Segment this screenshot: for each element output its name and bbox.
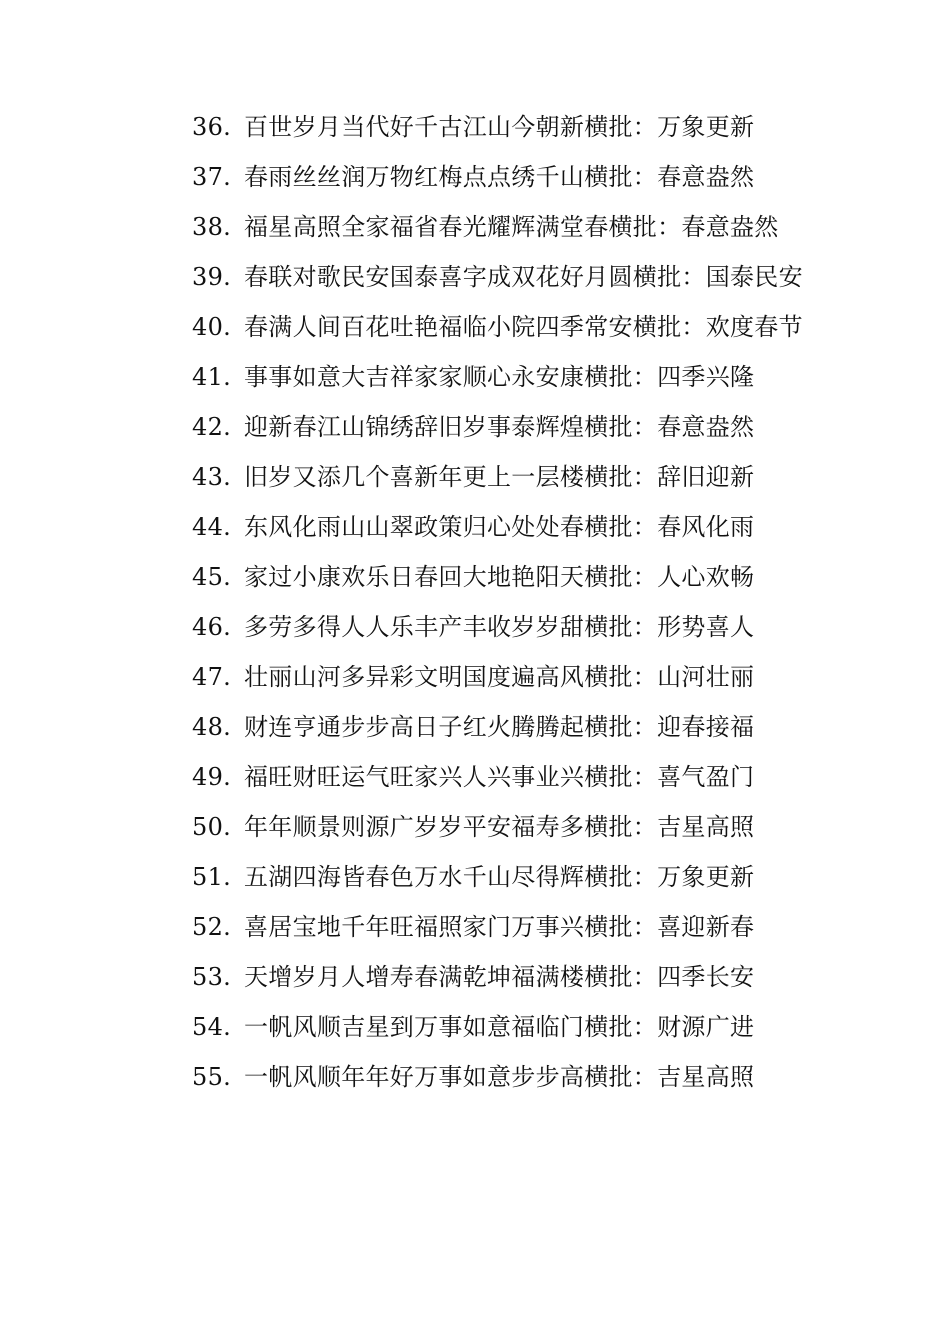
list-item [142, 902, 808, 952]
item-number: 37. [192, 163, 232, 191]
list-item [142, 252, 808, 302]
list-item [142, 352, 808, 402]
item-text: 五湖四海皆春色万水千山尽得辉横批：万象更新 [244, 863, 755, 891]
item-text: 福星高照全家福省春光耀辉满堂春横批：春意盎然 [244, 213, 779, 241]
list-item [142, 952, 808, 1002]
item-text: 迎新春江山锦绣辞旧岁事泰辉煌横批：春意盎然 [244, 413, 755, 441]
item-number: 40. [192, 313, 232, 341]
item-number: 53. [192, 963, 232, 991]
item-text: 事事如意大吉祥家家顺心永安康横批：四季兴隆 [244, 363, 755, 391]
list-item [142, 802, 808, 852]
item-number: 52. [192, 913, 232, 941]
list-item [142, 552, 808, 602]
item-number: 54. [192, 1013, 232, 1041]
item-text: 一帆风顺年年好万事如意步步高横批：吉星高照 [244, 1063, 755, 1091]
item-text: 家过小康欢乐日春回大地艳阳天横批：人心欢畅 [244, 563, 755, 591]
item-text: 春联对歌民安国泰喜字成双花好月圆横批：国泰民安 [244, 263, 803, 291]
item-text: 财连亨通步步高日子红火腾腾起横批：迎春接福 [244, 713, 755, 741]
list-item [142, 752, 808, 802]
item-number: 55. [192, 1063, 232, 1091]
item-number: 46. [192, 613, 232, 641]
list-item [142, 852, 808, 902]
item-text: 春满人间百花吐艳福临小院四季常安横批：欢度春节 [244, 313, 803, 341]
item-number: 39. [192, 263, 232, 291]
item-number: 50. [192, 813, 232, 841]
item-text: 春雨丝丝润万物红梅点点绣千山横批：春意盎然 [244, 163, 755, 191]
item-text: 福旺财旺运气旺家兴人兴事业兴横批：喜气盈门 [244, 763, 755, 791]
list-item [142, 602, 808, 652]
list-item [142, 152, 808, 202]
list-item [142, 102, 808, 152]
item-text: 多劳多得人人乐丰产丰收岁岁甜横批：形势喜人 [244, 613, 755, 641]
list-item [142, 1002, 808, 1052]
list-item [142, 302, 808, 352]
item-text: 东风化雨山山翠政策归心处处春横批：春风化雨 [244, 513, 755, 541]
item-number: 49. [192, 763, 232, 791]
item-text: 天增岁月人增寿春满乾坤福满楼横批：四季长安 [244, 963, 755, 991]
list-item [142, 702, 808, 752]
couplet-list [142, 102, 808, 1102]
item-text: 年年顺景则源广岁岁平安福寿多横批：吉星高照 [244, 813, 755, 841]
item-number: 47. [192, 663, 232, 691]
item-text: 壮丽山河多异彩文明国度遍高风横批：山河壮丽 [244, 663, 755, 691]
item-number: 36. [192, 113, 232, 141]
item-number: 43. [192, 463, 232, 491]
list-item [142, 452, 808, 502]
item-number: 42. [192, 413, 232, 441]
item-number: 38. [192, 213, 232, 241]
item-number: 44. [192, 513, 232, 541]
item-number: 41. [192, 363, 232, 391]
item-number: 48. [192, 713, 232, 741]
list-item [142, 652, 808, 702]
item-text: 百世岁月当代好千古江山今朝新横批：万象更新 [244, 113, 755, 141]
list-item [142, 1052, 808, 1102]
list-item [142, 402, 808, 452]
item-text: 旧岁又添几个喜新年更上一层楼横批：辞旧迎新 [244, 463, 755, 491]
item-number: 45. [192, 563, 232, 591]
list-item [142, 202, 808, 252]
list-item [142, 502, 808, 552]
item-number: 51. [192, 863, 232, 891]
item-text: 喜居宝地千年旺福照家门万事兴横批：喜迎新春 [244, 913, 755, 941]
item-text: 一帆风顺吉星到万事如意福临门横批：财源广进 [244, 1013, 755, 1041]
